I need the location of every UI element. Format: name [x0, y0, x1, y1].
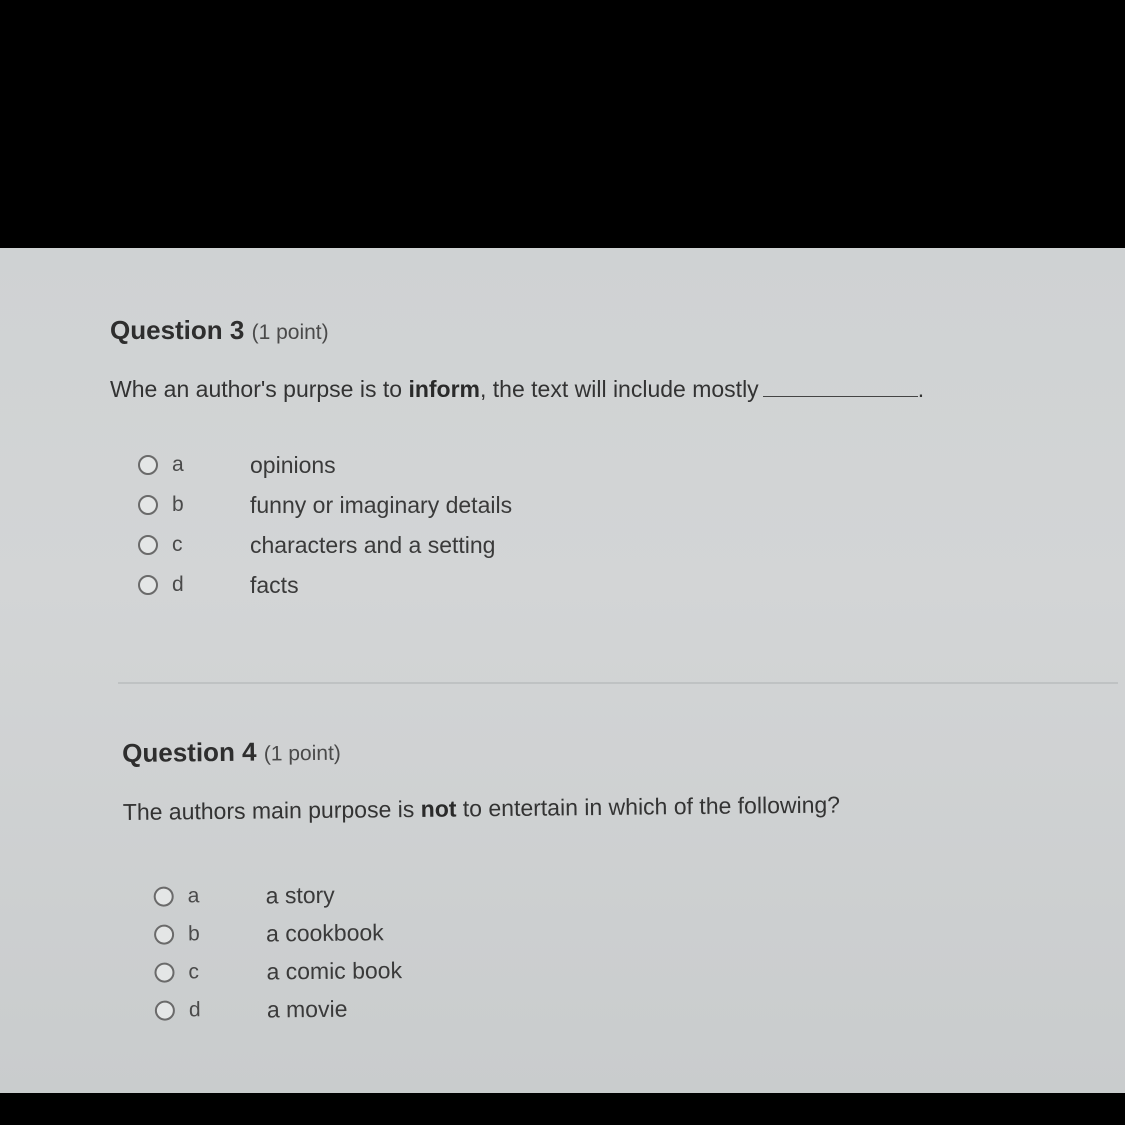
question-3-option-a[interactable]	[138, 445, 1010, 485]
radio-button[interactable]	[154, 886, 174, 906]
question-3-title	[110, 312, 1010, 351]
question-4-prompt	[123, 787, 1023, 828]
option-text: a movie	[266, 995, 348, 1022]
option-text: opinions	[250, 451, 336, 478]
question-3-option-c[interactable]	[138, 525, 1010, 565]
radio-button[interactable]	[138, 455, 158, 475]
question-3-prompt	[110, 373, 1010, 405]
question-3-option-b[interactable]	[138, 485, 1010, 525]
option-letter: a	[187, 884, 200, 908]
question-4-prompt-text-end: to entertain in which of the following?	[456, 791, 841, 822]
option-text: funny or imaginary details	[250, 491, 513, 518]
question-4-options	[153, 869, 1025, 1030]
question-3-period: .	[917, 376, 925, 402]
option-letter: c	[188, 960, 200, 984]
option-letter: a	[172, 453, 184, 476]
option-text: characters and a setting	[250, 531, 496, 558]
question-3-options	[138, 445, 1010, 605]
radio-button[interactable]	[154, 924, 174, 944]
question-3-option-d[interactable]	[138, 565, 1010, 605]
question-4	[122, 726, 1025, 1030]
radio-button[interactable]	[138, 575, 158, 595]
option-text: a story	[265, 881, 335, 909]
question-4-points: (1 point)	[263, 741, 341, 766]
question-divider	[118, 682, 1118, 684]
question-3-prompt-text: Whe an author's purpse is to	[110, 376, 409, 402]
option-letter: d	[172, 573, 184, 596]
photo-border-bottom	[0, 1093, 1125, 1125]
question-4-title	[122, 726, 1022, 774]
question-4-prompt-bold: not	[420, 795, 457, 822]
question-4-prompt-text: The authors main purpose is	[122, 795, 421, 825]
option-text: a comic book	[266, 956, 403, 984]
option-letter: d	[188, 998, 201, 1022]
option-letter: b	[172, 493, 184, 516]
photo-border-top	[0, 0, 1125, 248]
radio-button[interactable]	[138, 535, 158, 555]
question-3-name: Question 3	[110, 315, 245, 345]
question-3-prompt-text-end: , the text will include mostly	[480, 376, 759, 402]
radio-button[interactable]	[155, 1000, 175, 1020]
question-3-prompt-bold: inform	[408, 376, 481, 402]
radio-button[interactable]	[154, 962, 174, 982]
question-3-points: (1 point)	[251, 321, 329, 344]
question-4-name: Question 4	[122, 736, 257, 768]
option-letter: c	[172, 533, 183, 556]
answer-blank	[763, 376, 918, 397]
option-text: facts	[250, 571, 299, 598]
option-text: a cookbook	[265, 918, 384, 947]
radio-button[interactable]	[138, 495, 158, 515]
option-letter: b	[187, 922, 200, 946]
question-3	[110, 312, 1010, 605]
